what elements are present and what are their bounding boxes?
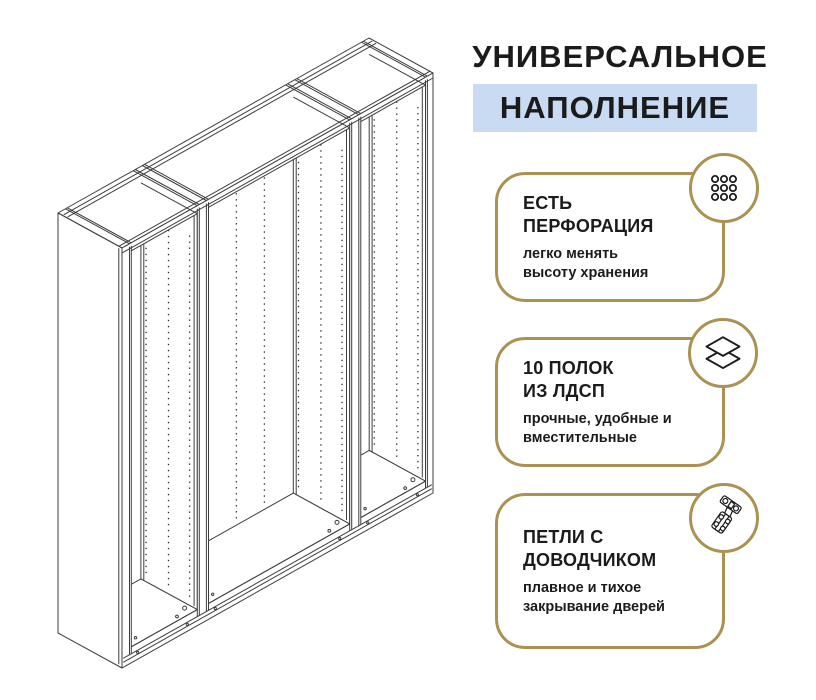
card-subtitle: прочные, удобные и вместительные: [523, 411, 672, 446]
badge-circle: [689, 153, 759, 223]
perforation-grid-icon: [702, 166, 746, 210]
badge-circle: [688, 318, 758, 388]
shelves-layers-icon: [700, 330, 746, 376]
card-title: 10 ПОЛОК ИЗ ЛДСП: [523, 358, 614, 401]
soft-close-hinge-icon: [701, 495, 747, 541]
card-title: ПЕТЛИ С ДОВОДЧИКОМ: [523, 527, 657, 570]
page-subtitle-highlight: НАПОЛНЕНИЕ: [473, 84, 757, 132]
card-subtitle: плавное и тихое закрывание дверей: [523, 580, 665, 615]
card-subtitle: легко менять высоту хранения: [523, 246, 649, 281]
page-title: УНИВЕРСАЛЬНОЕ: [472, 39, 768, 74]
badge-circle: [689, 483, 759, 553]
card-title: ЕСТЬ ПЕРФОРАЦИЯ: [523, 193, 654, 236]
